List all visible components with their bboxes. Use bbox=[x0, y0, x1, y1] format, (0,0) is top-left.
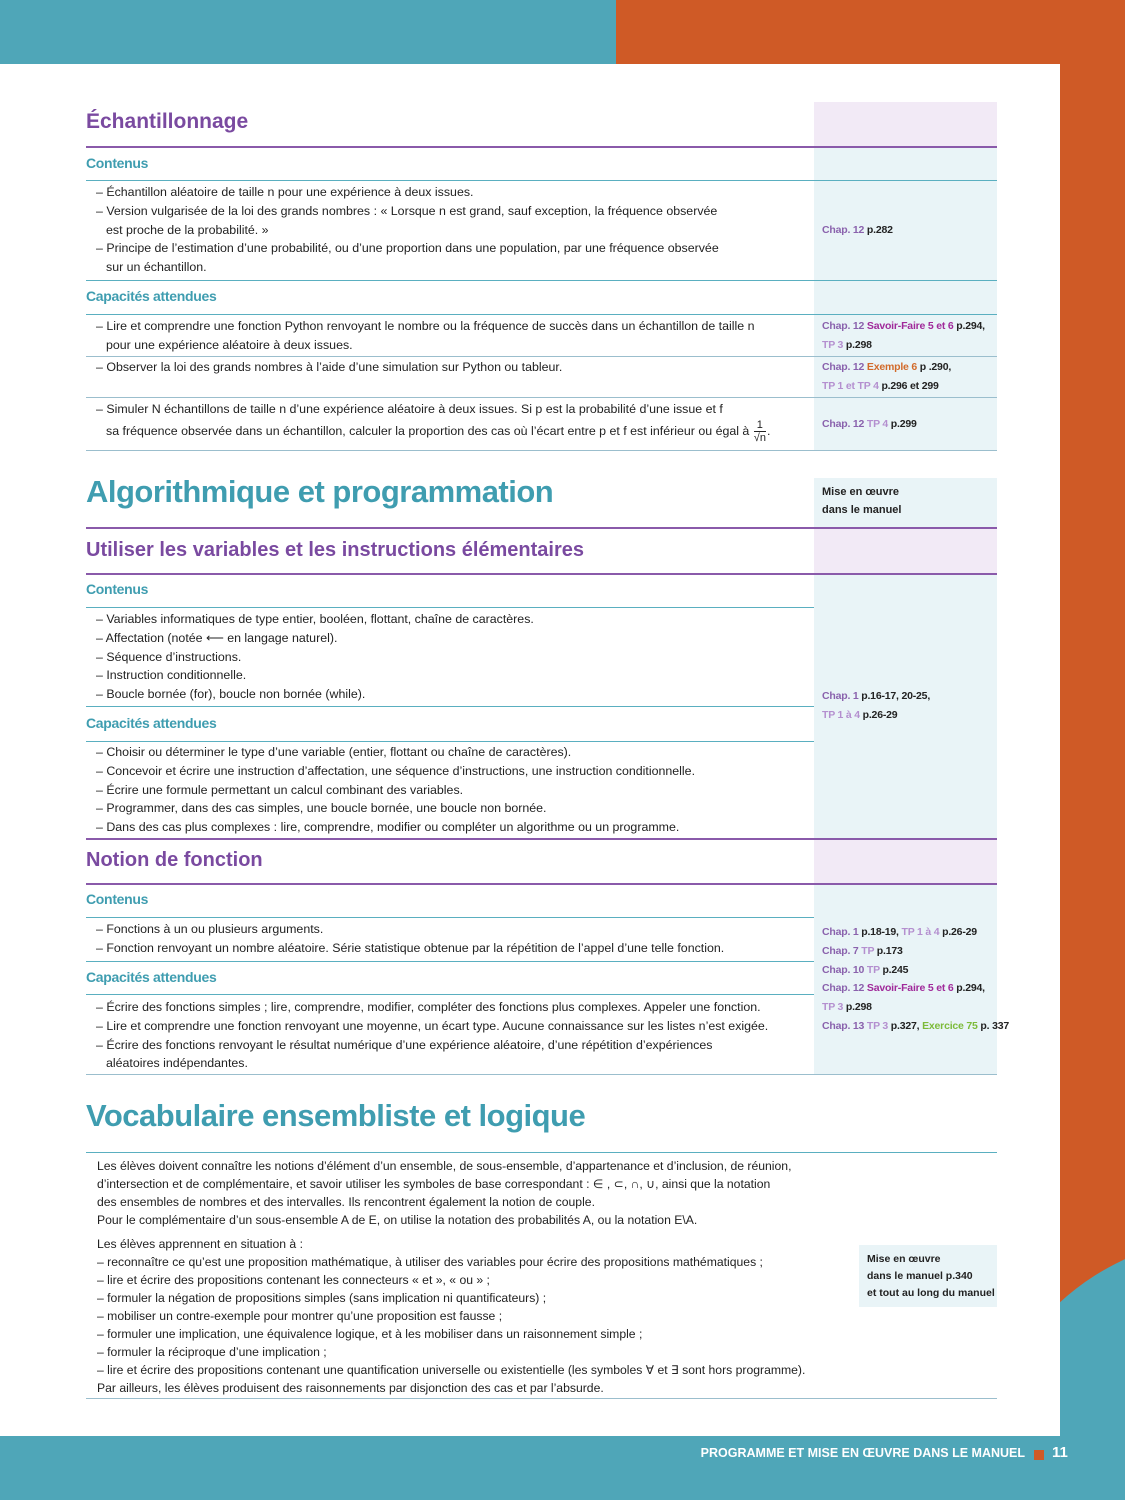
divider bbox=[86, 607, 814, 608]
ref-capacite-3: Chap. 12 TP 4 p.299 bbox=[822, 418, 917, 430]
contenus-label: Contenus bbox=[86, 155, 149, 171]
subsection-title-variables: Utiliser les variables et les instructions élémentaires bbox=[86, 539, 585, 561]
list-item: est proche de la probabilité. » bbox=[106, 222, 269, 237]
fraction-one-over-sqrt-n: $\frac{1}{√n}$ bbox=[753, 418, 766, 444]
list-item: – Affectation (notée ⟵ en langage naturel). bbox=[96, 630, 338, 645]
list-item: – Variables informatiques de type entier, booléen, flottant, chaîne de caractères. bbox=[96, 612, 534, 626]
list-item: – Lire et comprendre une fonction renvoyant une moyenne, un écart type. Aucune connaissance sur les listes n’est exigée. bbox=[96, 1018, 769, 1033]
capacites-label: Capacités attendues bbox=[86, 715, 217, 731]
list-item: – Fonctions à un ou plusieurs arguments. bbox=[96, 922, 324, 936]
capacite-item-2: – Observer la loi des grands nombres à l’aide d’une simulation sur Python ou tableur. bbox=[96, 360, 563, 374]
list-item: aléatoires indépendantes. bbox=[106, 1056, 248, 1071]
ref-column-header bbox=[814, 838, 997, 884]
divider bbox=[86, 961, 814, 962]
ref-capacite-2: Chap. 12 Exemple 6 p .290, TP 1 et TP 4 p.296 et 299 bbox=[822, 361, 952, 392]
divider bbox=[86, 917, 814, 918]
list-item: – Séquence d’instructions. bbox=[96, 649, 242, 664]
capacites-label: Capacités attendues bbox=[86, 288, 217, 304]
page-sheet bbox=[0, 64, 1060, 1436]
divider bbox=[86, 397, 997, 398]
divider bbox=[86, 314, 997, 315]
section-title-echantillonnage: Échantillonnage bbox=[86, 110, 249, 133]
divider bbox=[86, 741, 814, 742]
list-item: – Boucle bornée (for), boucle non bornée (while). bbox=[96, 687, 366, 702]
divider bbox=[86, 450, 997, 451]
list-item: – Échantillon aléatoire de taille n pour une expérience à deux issues. bbox=[96, 185, 474, 199]
section-title-vocabulaire: Vocabulaire ensembliste et logique bbox=[86, 1098, 586, 1133]
list-item: – Écrire une formule permettant un calcul combinant des variables. bbox=[96, 782, 464, 797]
divider bbox=[86, 180, 997, 181]
contenus-label: Contenus bbox=[86, 581, 149, 597]
vocab-situations: Les élèves apprennent en situation à : – reconnaître ce qu’est une proposition mathématique, à utiliser des variables pour écrire des propositions mathématiques ; – lire et écrire des propositions contenant les connecteurs « et », « ou » ; – formuler la négation de propositions simples (sans implication ni quantificateurs) ; – mobiliser un contre-exemple pour montrer qu’une proposition est fausse ; – formuler une implication, une équivalence logique, et à les mobiliser dans un raisonnement simple ; – formuler la réciproque d’une implication ; – lire et écrire des propositions contenant une quantification universelle ou existentielle (les symboles ∀ et ∃ sont hors programme). Par ailleurs, les élèves produisent des raisonnements par disjonction des cas et par l’absurde. bbox=[97, 1237, 806, 1395]
list-item: – Dans des cas plus complexes : lire, comprendre, modifier ou compléter un algorithme ou un programme. bbox=[96, 820, 680, 835]
list-item: – Concevoir et écrire une instruction d’affectation, une séquence d’instructions, une instruction conditionnelle. bbox=[96, 763, 696, 778]
list-item: – Écrire des fonctions simples ; lire, comprendre, modifier, compléter des fonctions plus complexes. Appeler une fonction. bbox=[96, 1000, 761, 1014]
contenus-list bbox=[96, 610, 534, 704]
ref-column-header bbox=[814, 102, 997, 146]
ref-contenus: Chap. 12 p.282 bbox=[822, 224, 893, 236]
capacites-list bbox=[96, 998, 768, 1073]
divider bbox=[86, 280, 997, 281]
divider bbox=[86, 1398, 997, 1399]
divider bbox=[86, 706, 814, 707]
mise-en-oeuvre-vocab: Mise en œuvre dans le manuel p.340 et tout au long du manuel bbox=[867, 1253, 995, 1299]
list-item: – Instruction conditionnelle. bbox=[96, 668, 247, 683]
ref-fonction: Chap. 1 p.18-19, TP 1 à 4 p.26-29 Chap. 7 TP p.173 Chap. 10 TP p.245 Chap. 12 Savoir-Faire 5 et 6 p.294, TP 3 p.298 Chap. 13 TP 3 p.327, Exercice 75 p. 337 bbox=[822, 926, 1009, 1032]
list-item: sur un échantillon. bbox=[106, 260, 207, 275]
footer-running-title: PROGRAMME ET MISE EN ŒUVRE DANS LE MANUEL bbox=[700, 1446, 1025, 1460]
list-item: – Programmer, dans des cas simples, une boucle bornée, une boucle non bornée. bbox=[96, 801, 547, 816]
divider bbox=[86, 883, 997, 885]
list-item: – Principe de l’estimation d’une probabilité, ou d’une proportion dans une population, par une fréquence observée bbox=[96, 241, 719, 256]
divider bbox=[86, 1152, 997, 1153]
page-number: 11 bbox=[1052, 1444, 1068, 1461]
divider bbox=[86, 1074, 997, 1075]
divider bbox=[86, 573, 997, 575]
list-item: – Version vulgarisée de la loi des grands nombres : « Lorsque n est grand, sauf exception, la fréquence observée bbox=[96, 203, 718, 218]
contenus-label: Contenus bbox=[86, 891, 149, 907]
capacite-item-3: – Simuler N échantillons de taille n d’une expérience aléatoire à deux issues. Si p est la probabilité d’une issue et f sa fréquence observée dans un échantillon, calculer la proportion des cas où l’écart entre p et f est inférieur ou égal à $\frac{1}{√n}$ . bbox=[96, 402, 771, 444]
ref-column-header bbox=[814, 528, 997, 574]
section-title-algorithmique: Algorithmique et programmation bbox=[86, 474, 554, 509]
ref-capacite-1: Chap. 12 Savoir-Faire 5 et 6 p.294, TP 3 p.298 bbox=[822, 320, 985, 351]
contenus-list bbox=[96, 183, 719, 277]
mise-en-oeuvre-label: Mise en œuvre dans le manuel bbox=[822, 486, 902, 516]
divider bbox=[86, 356, 997, 357]
ref-variables: Chap. 1 p.16-17, 20-25, TP 1 à 4 p.26-29 bbox=[822, 690, 931, 721]
capacite-item-1: – Lire et comprendre une fonction Python renvoyant le nombre ou la fréquence de succès dans un échantillon de taille n pour une expérience aléatoire à deux issues. bbox=[96, 319, 755, 352]
footer-square-icon bbox=[1034, 1450, 1044, 1460]
capacites-list bbox=[96, 743, 695, 837]
vocab-intro: Les élèves doivent connaître les notions d’élément d’un ensemble, de sous-ensemble, d’appartenance et d’inclusion, de réunion, d’intersection et de complémentaire, et savoir utiliser les symboles de base correspondant : ∈ , ⊂, ∩, ∪, ainsi que la notation des ensembles de nombres et des intervalles. Ils rencontrent également la notion de couple. Pour le complémentaire d’un sous-ensemble A de E, on utilise la notation des probabilités A, ou la notation E\A. bbox=[97, 1159, 792, 1227]
ref-column bbox=[814, 146, 997, 451]
subsection-title-fonction: Notion de fonction bbox=[86, 849, 263, 871]
list-item: – Écrire des fonctions renvoyant le résultat numérique d’une expérience aléatoire, d’une répétition d’expériences bbox=[96, 1037, 713, 1052]
list-item: – Fonction renvoyant un nombre aléatoire. Série statistique obtenue par la répétition de l’appel d’une telle fonction. bbox=[96, 940, 725, 955]
divider bbox=[86, 527, 997, 529]
divider bbox=[86, 994, 814, 995]
divider bbox=[86, 838, 997, 840]
list-item: – Choisir ou déterminer le type d’une variable (entier, flottant ou chaîne de caractères). bbox=[96, 745, 572, 759]
contenus-list bbox=[96, 920, 724, 958]
divider bbox=[86, 146, 997, 148]
capacites-label: Capacités attendues bbox=[86, 969, 217, 985]
